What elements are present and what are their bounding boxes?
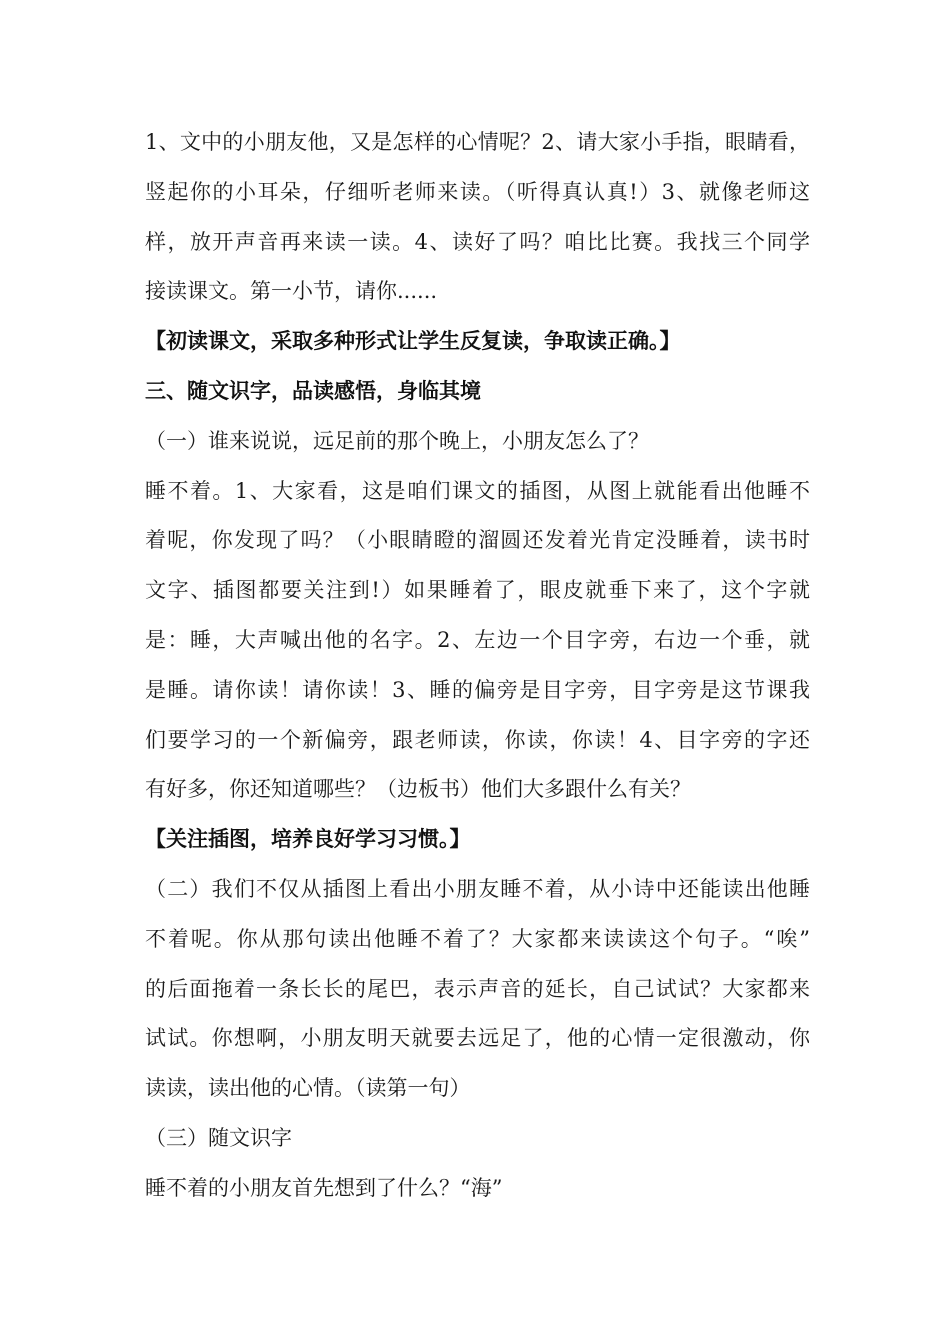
paragraph-line: 是：睡，大声喊出他的名字。2、左边一个目字旁，右边一个垂，就 (145, 627, 810, 652)
paragraph-line: 读读，读出他的心情。（读第一句） (145, 1076, 471, 1101)
paragraph-line: 1、文中的小朋友他，又是怎样的心情呢？2、请大家小手指，眼睛看， (145, 130, 810, 154)
paragraph-line: 试试。你想啊，小朋友明天就要去远足了，他的心情一定很激动，你 (145, 1026, 810, 1051)
paragraph-line: 竖起你的小耳朵，仔细听老师来读。（听得真认真!）3、就像老师这 (145, 179, 810, 204)
paragraph-line: （一）谁来说说，远足前的那个晚上，小朋友怎么了？ (145, 428, 649, 453)
paragraph-line: 们要学习的一个新偏旁，跟老师读，你读，你读！4、目字旁的字还 (145, 727, 810, 752)
paragraph-line: 睡不着。1、大家看，这是咱们课文的插图，从图上就能看出他睡不 (145, 478, 810, 503)
document-body (145, 118, 810, 1214)
paragraph-line: 的后面拖着一条长长的尾巴，表示声音的延长，自己试试？大家都来 (145, 976, 810, 1001)
paragraph-line: （三）随文识字 (145, 1125, 292, 1150)
paragraph-line: 不着呢。你从那句读出他睡不着了？大家都来读读这个句子。“唉” (145, 926, 810, 951)
paragraph-line: （二）我们不仅从插图上看出小朋友睡不着，从小诗中还能读出他睡 (145, 876, 810, 901)
heading-line: 【初读课文，采取多种形式让学生反复读，争取读正确。】 (145, 329, 681, 354)
heading-line: 【关注插图，培养良好学习习惯。】 (145, 827, 471, 852)
paragraph-line: 睡不着的小朋友首先想到了什么？“海” (145, 1175, 503, 1200)
paragraph-line: 着呢，你发现了吗？（小眼睛瞪的溜圆还发着光肯定没睡着，读书时 (145, 528, 810, 553)
paragraph-line: 是睡。请你读！请你读！3、睡的偏旁是目字旁，目字旁是这节课我 (145, 677, 810, 702)
paragraph-line: 有好多，你还知道哪些？（边板书）他们大多跟什么有关？ (145, 777, 691, 802)
heading-line: 三、随文识字，品读感悟，身临其境 (145, 378, 481, 403)
paragraph-line: 样，放开声音再来读一读。4、读好了吗？咱比比赛。我找三个同学 (145, 229, 810, 254)
paragraph-line: 接读课文。第一小节，请你...... (145, 279, 438, 304)
paragraph-line: 文字、插图都要关注到!）如果睡着了，眼皮就垂下来了，这个字就 (145, 578, 810, 603)
